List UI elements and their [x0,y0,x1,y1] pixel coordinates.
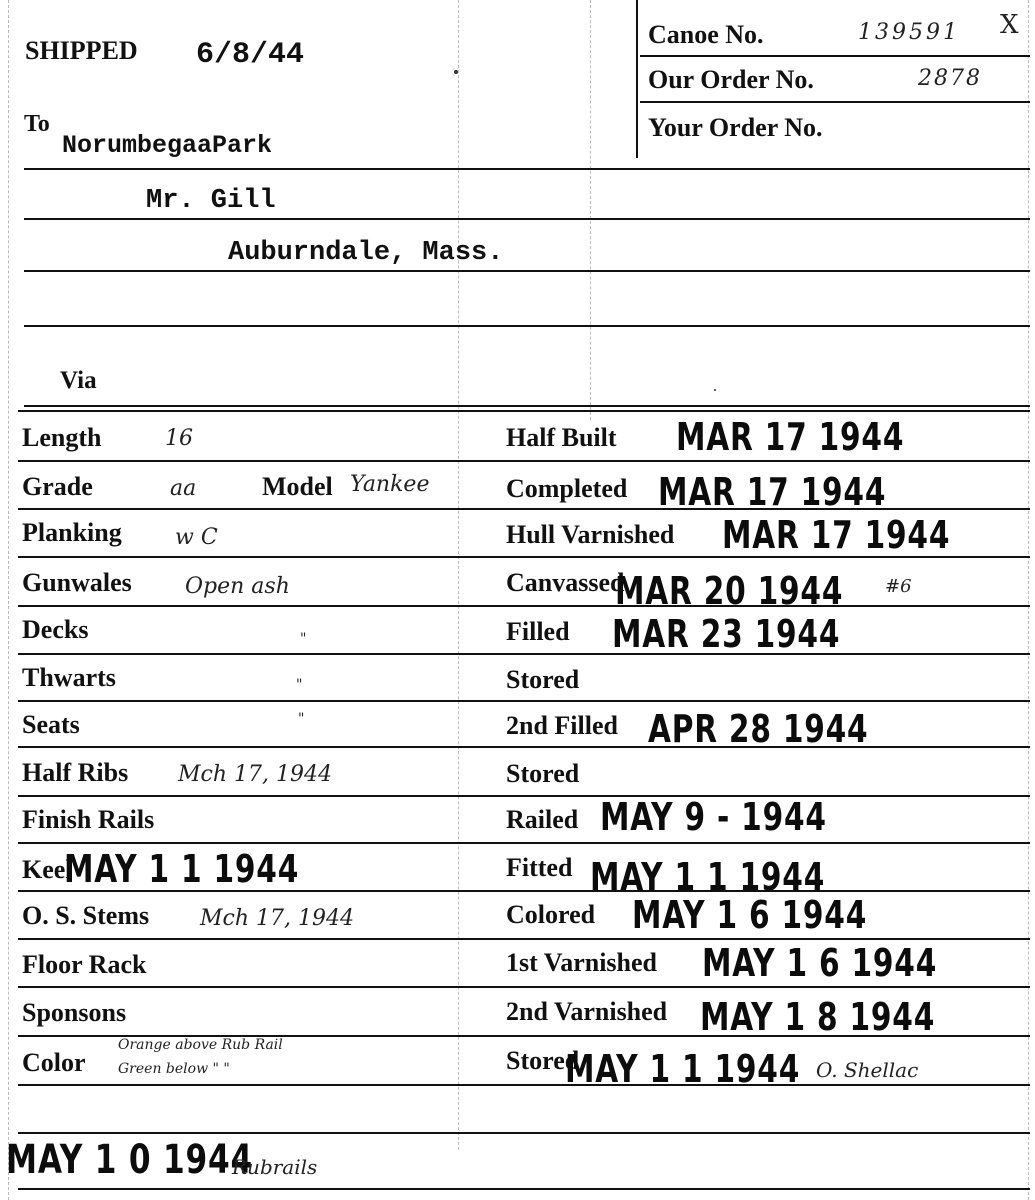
stage-date: MAY 9 - 1944 [600,795,827,839]
address-rule-1 [24,168,1030,170]
spec-value: Orange above Rub Rail [118,1037,283,1053]
canoe-no-label: Canoe No. [648,20,764,49]
row-rule [18,556,1030,558]
spec-label: Finish Rails [22,805,155,834]
row-rule [18,1084,1030,1086]
our-order-line [640,101,1030,103]
stage-date: MAR 17 1944 [676,415,905,459]
row-rule [18,795,1030,797]
stage-label: Half Built [506,423,617,452]
spec-label: Seats [22,710,80,739]
stage-date: MAR 17 1944 [658,470,887,514]
stage-label: Filled [506,617,570,646]
spec-label: Floor Rack [22,950,147,979]
address-rule-4 [24,325,1030,327]
model-label: Model [262,472,333,501]
spec-value: " [296,677,303,693]
scan-line [458,0,459,1150]
stray-dot [454,70,458,74]
stage-label: Stored [506,665,580,694]
row-rule [18,1035,1030,1037]
spec-label: Half Ribs [22,758,129,787]
spec-stamp-date: MAY 1 1 1944 [64,847,300,891]
footer-note: Rubrails [232,1155,318,1179]
row-rule [18,938,1030,940]
scan-line [590,0,591,420]
spec-value: " [300,631,307,647]
canoe-no-value: 139591 [858,20,960,45]
to-label: To [24,111,50,137]
stage-label: Canvassed [506,568,625,597]
row-rule [18,842,1030,844]
stage-date: MAR 20 1944 [615,569,844,613]
stage-label: Colored [506,900,596,929]
spec-value-2: Green below " " [118,1061,230,1077]
canoe-no-mark: X [1000,10,1019,40]
stage-date: APR 28 1944 [648,707,869,751]
spec-value: Open ash [185,574,290,599]
stage-date: MAY 1 6 1944 [632,893,868,937]
stage-date: MAY 1 1 1944 [590,855,826,899]
spec-value: w C [175,525,218,550]
row-rule [18,410,1030,412]
address-rule-2 [24,218,1030,220]
your-order-label: Your Order No. [648,113,823,142]
spec-label: Thwarts [22,663,116,692]
spec-label: Grade [22,472,93,501]
spec-label: Planking [22,518,122,547]
row-rule [18,653,1030,655]
row-rule [18,605,1030,607]
stage-label: 2nd Filled [506,711,618,740]
spec-label: Sponsons [22,998,127,1027]
spec-label: Length [22,423,102,452]
stage-label: 1st Varnished [506,948,657,977]
address-line-1: NorumbegaaPark [62,131,273,160]
stage-date: MAR 17 1944 [722,513,951,557]
stage-label: Stored [506,759,580,788]
spec-value: Mch 17, 1944 [178,762,332,787]
stage-label: Fitted [506,853,573,882]
address-line-3: Auburndale, Mass. [228,238,504,268]
address-rule-3 [24,270,1030,272]
spec-label: Decks [22,615,89,644]
stage-label: Railed [506,805,579,834]
stage-label: 2nd Varnished [506,997,668,1026]
model-value: Yankee [350,472,430,497]
spec-value: aa [170,476,197,501]
shipped-label: SHIPPED [25,36,138,65]
spec-label: Color [22,1048,86,1077]
canoe-no-line [640,55,1030,57]
row-rule [18,700,1030,702]
spec-label: Gunwales [22,568,132,597]
scan-line [8,0,9,1200]
shipped-date: 6/8/44 [196,38,305,72]
order-box-divider [636,0,638,158]
stage-date: MAY 1 1 1944 [565,1047,801,1091]
row-rule [18,1132,1030,1134]
stage-date: MAY 1 6 1944 [702,941,938,985]
row-rule [18,890,1030,892]
stage-label: Completed [506,474,628,503]
row-rule [18,746,1030,748]
row-rule [18,460,1030,462]
spec-label: O. S. Stems [22,901,150,930]
stage-label: Stored [506,1046,580,1075]
our-order-value: 2878 [918,66,982,91]
footer-stamp: MAY 1 0 1944 [6,1137,254,1183]
row-rule [18,986,1030,988]
spec-value: Mch 17, 1944 [200,906,354,931]
via-label: Via [60,367,97,394]
spec-label: Keel [22,855,73,884]
row-rule [18,1188,1030,1190]
stage-date: MAR 23 1944 [612,612,841,656]
via-rule [24,405,1030,407]
row-rule [18,508,1030,510]
stage-label: Hull Varnished [506,520,675,549]
stage-date: MAY 1 8 1944 [700,995,936,1039]
spec-value: 16 [165,426,193,451]
spec-value: " [298,711,305,727]
stage-note: O. Shellac [816,1058,919,1082]
stray-dot [714,389,716,391]
scan-line [1028,0,1029,1200]
stage-note: #6 [885,576,912,597]
address-line-2: Mr. Gill [146,186,276,216]
our-order-label: Our Order No. [648,65,814,94]
